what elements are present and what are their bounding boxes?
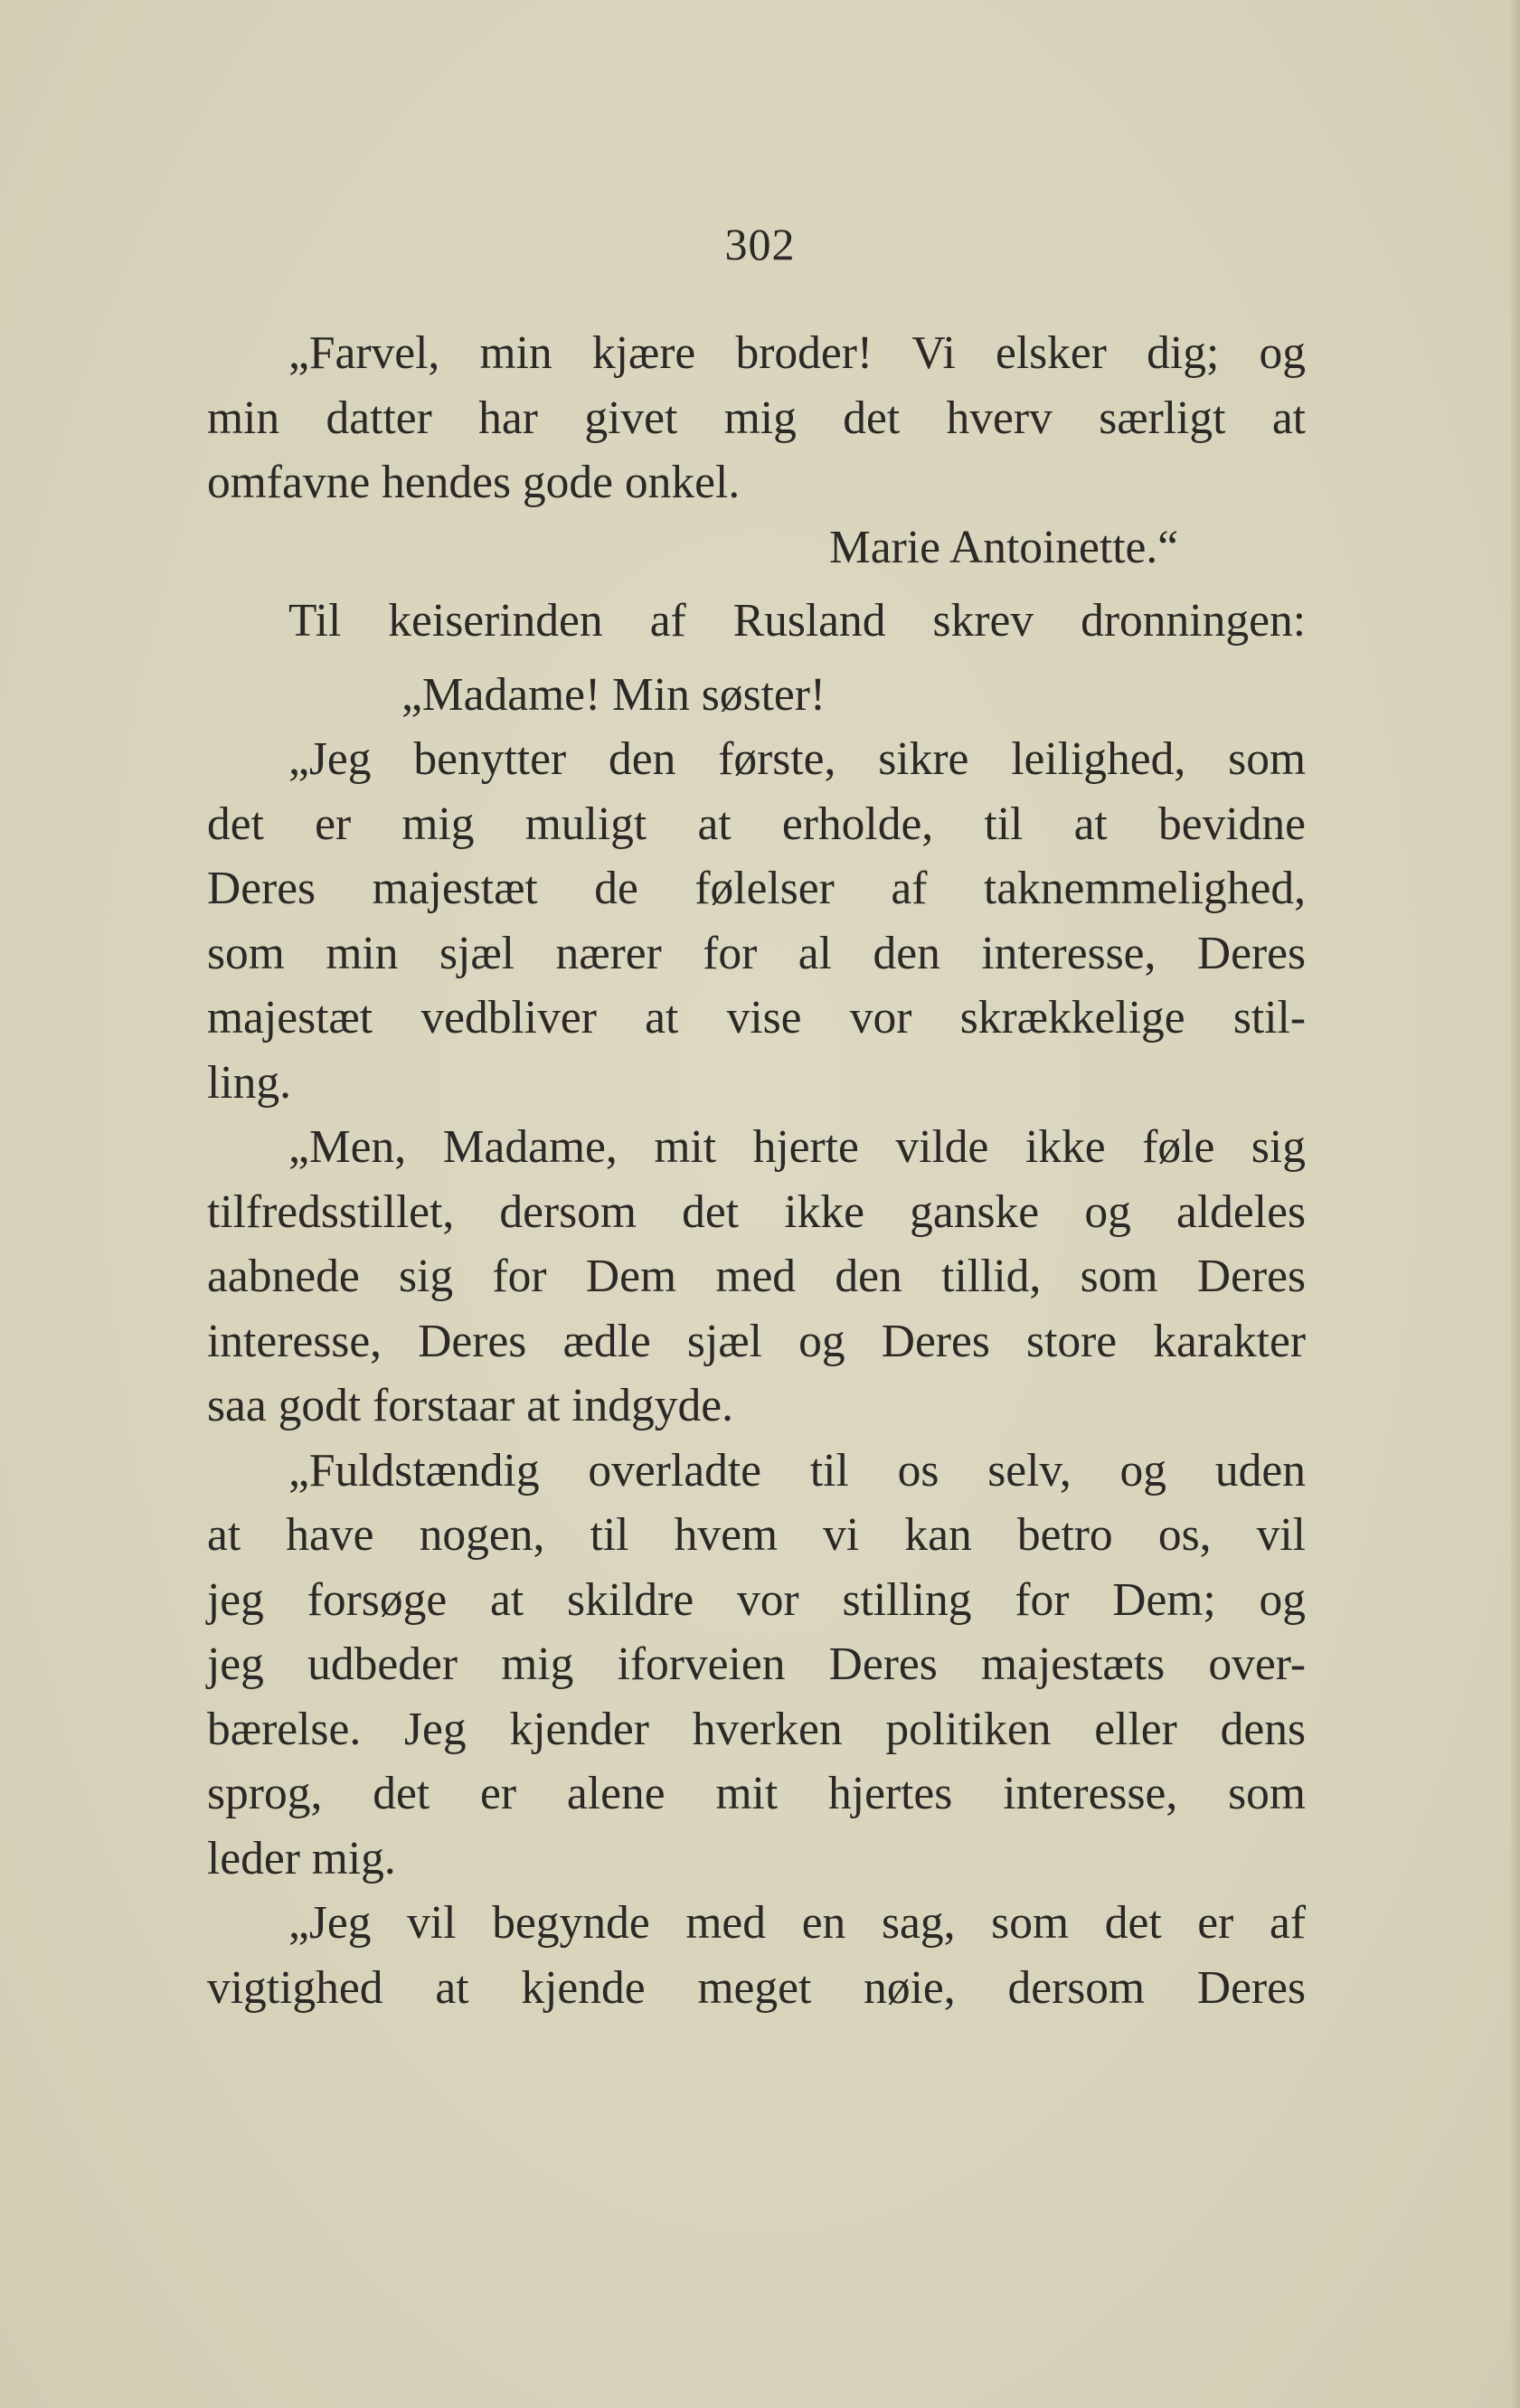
text-line: jeg udbeder mig iforveien Deres majestæts over-	[207, 1638, 1306, 1690]
text-line: „Jeg vil begynde med en sag, som det er af	[288, 1897, 1306, 1949]
text-line: at have nogen, til hvem vi kan betro os, vil	[207, 1509, 1306, 1561]
text-line: aabnede sig for Dem med den tillid, som Deres	[207, 1251, 1306, 1302]
text-line: omfavne hendes gode onkel.	[207, 457, 741, 508]
text-line: som min sjæl nærer for al den interesse, Deres	[207, 927, 1306, 979]
text-line: „Jeg benytter den første, sikre leilighed, som	[288, 733, 1306, 785]
text-line: leder mig.	[207, 1832, 396, 1884]
text-line: saa godt forstaar at indgyde.	[207, 1380, 734, 1431]
text-line: ling.	[207, 1056, 291, 1109]
text-line: „Farvel, min kjære broder! Vi elsker dig; og	[288, 327, 1306, 379]
text-line: Til keiserinden af Rusland skrev dronningen:	[288, 595, 1306, 647]
text-line: „Fuldstændig overladte til os selv, og uden	[288, 1444, 1306, 1497]
text-line: interesse, Deres ædle sjæl og Deres store karakter	[207, 1315, 1306, 1367]
signature-line: Marie Antoinette.“	[829, 521, 1179, 573]
text-line: bærelse. Jeg kjender hverken politiken eller dens	[207, 1703, 1306, 1755]
text-line: Deres majestæt de følelser af taknemmelighed,	[207, 863, 1306, 914]
text-line: tilfredsstillet, dersom det ikke ganske og aldeles	[207, 1185, 1306, 1238]
text-line: majestæt vedbliver at vise vor skrækkelige stil-	[207, 992, 1306, 1043]
text-line: jeg forsøge at skildre vor stilling for Dem; og	[207, 1573, 1306, 1626]
salutation-line: „Madame! Min søster!	[401, 668, 826, 721]
text-line: vigtighed at kjende meget nøie, dersom Deres	[207, 1961, 1306, 2014]
text-line: det er mig muligt at erholde, til at bevidne	[207, 798, 1306, 850]
text-line: min datter har givet mig det hverv særligt at	[207, 392, 1306, 444]
page-edge	[1511, 0, 1520, 2408]
text-line: „Men, Madame, mit hjerte vilde ikke føle sig	[288, 1121, 1306, 1173]
page-number: 302	[724, 219, 796, 269]
body-text	[207, 321, 1306, 2020]
text-line: sprog, det er alene mit hjertes interesse, som	[207, 1768, 1306, 1819]
